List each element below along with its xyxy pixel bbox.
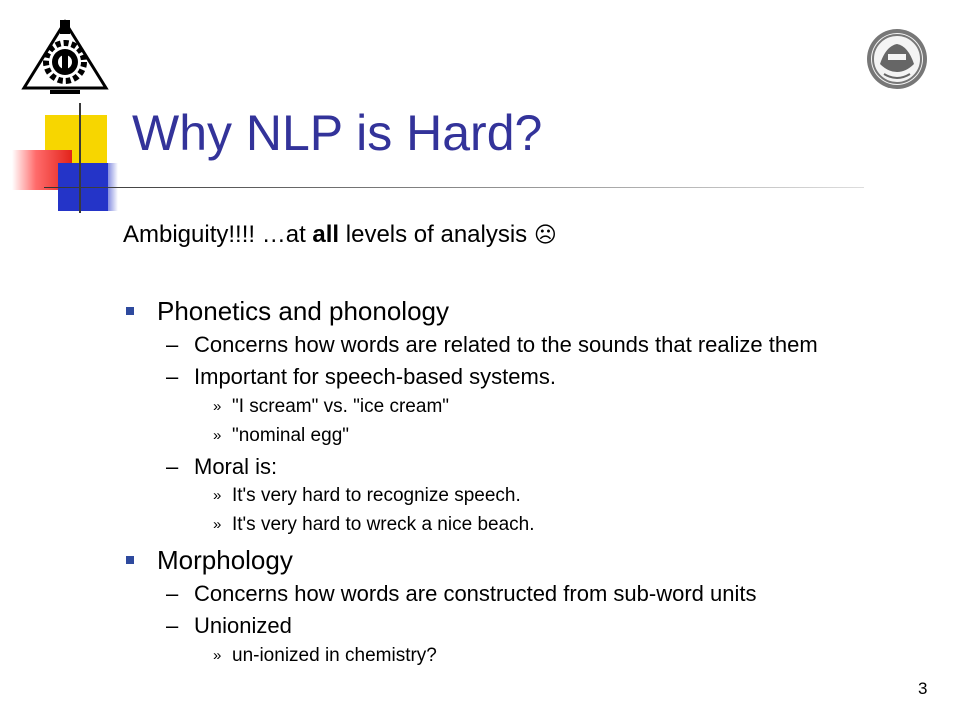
raquo-bullet-icon: » <box>213 427 222 444</box>
decor-vertical-line <box>79 103 81 213</box>
intro-text-pre: Ambiguity!!!! …at <box>123 221 313 248</box>
sad-face-icon: ☹ <box>533 223 557 248</box>
raquo-bullet-icon: » <box>213 516 222 533</box>
list-item: Concerns how words are constructed from sub-word units <box>194 581 757 606</box>
intro-text-bold: all <box>312 221 340 248</box>
title-underline <box>44 187 864 188</box>
slide-title: Why NLP is Hard? <box>132 105 543 161</box>
sub-list-item: It's very hard to recognize speech. <box>232 485 521 506</box>
intro-text-post: levels of analysis <box>339 221 534 248</box>
intro-line <box>123 223 557 247</box>
section-heading: Phonetics and phonology <box>157 296 450 326</box>
page-number: 3 <box>918 679 928 698</box>
list-item: Important for speech-based systems. <box>194 364 556 389</box>
square-bullet-icon <box>126 307 134 315</box>
list-item: Concerns how words are related to the sounds that realize them <box>194 332 818 357</box>
square-bullet-icon <box>126 556 134 564</box>
list-item: Moral is: <box>194 454 278 479</box>
sub-list-item: un-ionized in chemistry? <box>232 645 437 666</box>
sub-list-item: It's very hard to wreck a nice beach. <box>232 514 535 535</box>
dash-bullet-icon: – <box>166 364 179 389</box>
sub-list-item: "nominal egg" <box>232 425 350 446</box>
gear-logo-icon <box>20 18 110 94</box>
list-item: Unionized <box>194 613 292 638</box>
section-heading: Morphology <box>157 545 293 575</box>
university-seal-icon <box>866 28 928 90</box>
raquo-bullet-icon: » <box>213 647 222 664</box>
raquo-bullet-icon: » <box>213 398 222 415</box>
raquo-bullet-icon: » <box>213 487 222 504</box>
dash-bullet-icon: – <box>166 613 179 638</box>
dash-bullet-icon: – <box>166 454 179 479</box>
dash-bullet-icon: – <box>166 581 179 606</box>
dash-bullet-icon: – <box>166 332 179 357</box>
sub-list-item: "I scream" vs. "ice cream" <box>232 396 450 417</box>
